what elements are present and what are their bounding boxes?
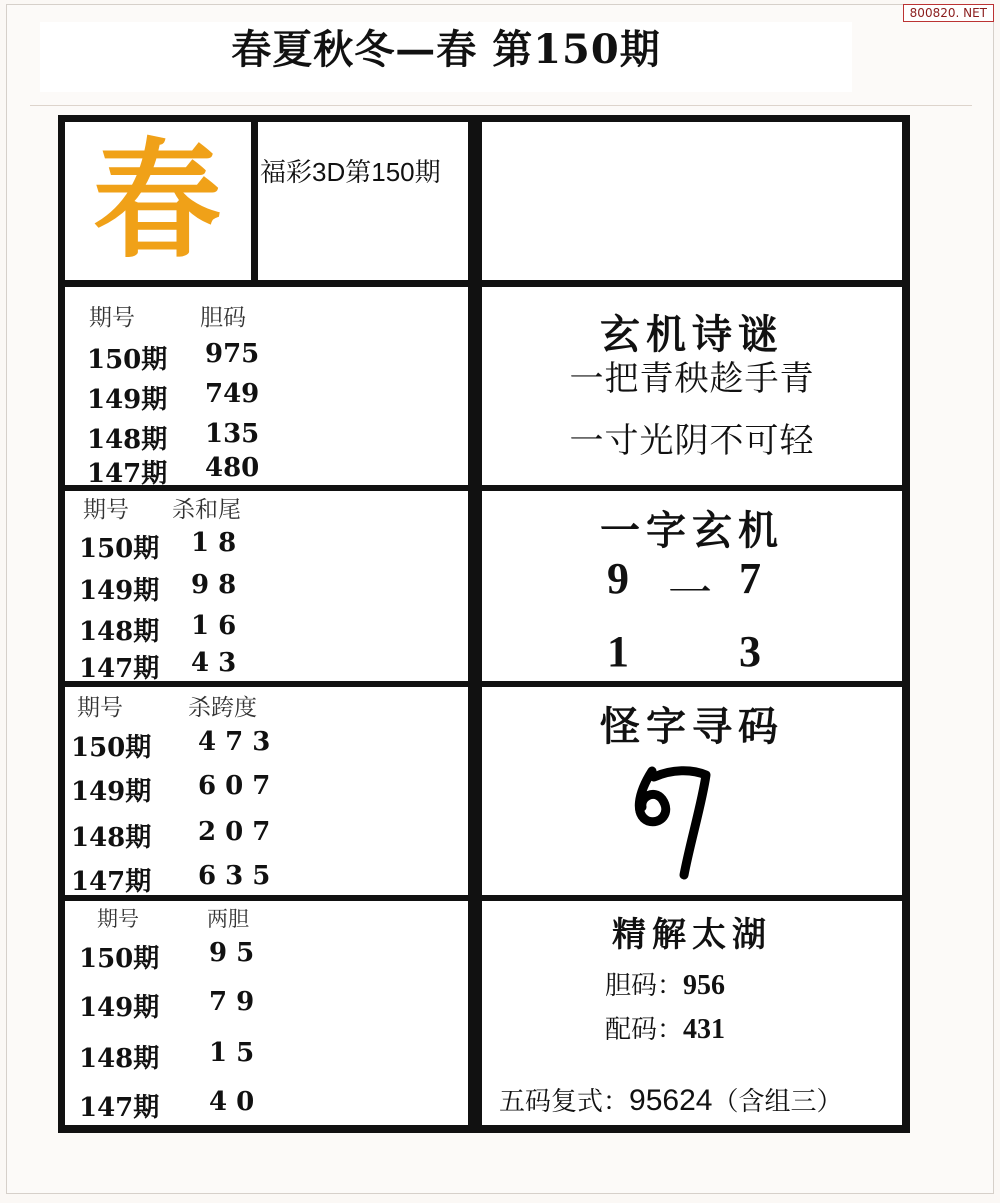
taihu-five-note: （含组三） bbox=[712, 1087, 843, 1117]
strange-char-panel bbox=[482, 687, 902, 895]
period-cell: 149期 bbox=[79, 993, 160, 1023]
taihu-dan-label: 胆码： bbox=[605, 971, 684, 1001]
riddle-poem-panel bbox=[482, 287, 902, 485]
taihu-five-line bbox=[499, 1081, 842, 1118]
period-cell: 148期 bbox=[87, 425, 168, 455]
riddle-line-2: 一寸光阴不可轻 bbox=[569, 421, 815, 461]
period-cell: 149期 bbox=[87, 385, 168, 415]
col-period-label: 期号 bbox=[97, 907, 139, 931]
hint-digit: 9 bbox=[607, 554, 629, 603]
period-cell: 149期 bbox=[79, 576, 160, 606]
title-divider bbox=[30, 105, 972, 106]
col-value-label: 胆码 bbox=[200, 305, 246, 331]
value-cell: 135 bbox=[205, 419, 260, 449]
one-char-title: 一字玄机 bbox=[600, 507, 784, 554]
page-title: 春夏秋冬—春 第150期 bbox=[40, 22, 852, 92]
period-cell: 149期 bbox=[71, 777, 152, 807]
value-cell: 4 0 bbox=[209, 1087, 255, 1117]
period-cell: 147期 bbox=[87, 459, 168, 489]
value-cell: 1 8 bbox=[191, 528, 237, 558]
spring-char-cell bbox=[65, 122, 251, 280]
hint-digit: 1 bbox=[607, 627, 629, 676]
prediction-board bbox=[58, 115, 910, 1133]
hint-digit: 3 bbox=[739, 627, 761, 676]
col-value-label: 两胆 bbox=[207, 907, 249, 931]
value-cell: 4 7 3 bbox=[198, 727, 271, 757]
value-cell: 749 bbox=[205, 379, 260, 409]
taihu-dan-value: 956 bbox=[683, 970, 726, 1001]
riddle-title: 玄机诗谜 bbox=[600, 311, 784, 358]
sha-kua-du-panel bbox=[65, 687, 468, 895]
one-char-hint-panel bbox=[482, 491, 902, 681]
col-period-label: 期号 bbox=[89, 305, 135, 331]
col-value-label: 杀和尾 bbox=[172, 497, 241, 523]
period-cell: 147期 bbox=[79, 654, 160, 684]
taihu-five-label: 五码复式： bbox=[499, 1087, 630, 1117]
taihu-panel bbox=[482, 901, 902, 1125]
lottery-label: 福彩3D第150期 bbox=[260, 157, 441, 187]
value-cell: 480 bbox=[205, 453, 260, 483]
taihu-five-value: 95624 bbox=[629, 1084, 713, 1117]
period-cell: 150期 bbox=[71, 733, 152, 763]
col-value-label: 杀跨度 bbox=[188, 695, 257, 721]
value-cell: 4 3 bbox=[191, 648, 237, 678]
value-cell: 7 9 bbox=[209, 987, 255, 1017]
riddle-line-1: 一把青秧趁手青 bbox=[569, 359, 815, 399]
handwritten-glyph-icon bbox=[632, 763, 722, 883]
value-cell: 2 0 7 bbox=[198, 817, 271, 847]
col-period-label: 期号 bbox=[83, 497, 129, 523]
col-period-label: 期号 bbox=[77, 695, 123, 721]
period-cell: 150期 bbox=[79, 944, 160, 974]
period-cell: 147期 bbox=[79, 1093, 160, 1123]
period-cell: 148期 bbox=[71, 823, 152, 853]
sha-he-wei-panel bbox=[65, 491, 468, 684]
period-cell: 150期 bbox=[79, 534, 160, 564]
period-cell: 147期 bbox=[71, 867, 152, 897]
value-cell: 975 bbox=[205, 339, 260, 369]
liang-dan-panel bbox=[65, 901, 468, 1125]
value-cell: 6 3 5 bbox=[198, 861, 271, 891]
value-cell: 9 8 bbox=[191, 570, 237, 600]
taihu-dan-line bbox=[605, 965, 725, 1002]
taihu-pei-label: 配码： bbox=[605, 1015, 684, 1045]
dan-ma-panel bbox=[65, 287, 468, 489]
hint-digit: 7 bbox=[739, 554, 761, 603]
hint-char: 一 bbox=[668, 568, 712, 619]
blank-cell bbox=[482, 122, 902, 280]
value-cell: 1 5 bbox=[209, 1038, 255, 1068]
lottery-label-cell bbox=[258, 122, 468, 280]
period-cell: 150期 bbox=[87, 345, 168, 375]
spring-char: 春 bbox=[93, 126, 222, 276]
period-cell: 148期 bbox=[79, 1044, 160, 1074]
value-cell: 9 5 bbox=[209, 938, 255, 968]
strange-char-title: 怪字寻码 bbox=[600, 703, 784, 750]
value-cell: 1 6 bbox=[191, 611, 237, 641]
site-watermark: 800820. NET bbox=[903, 4, 994, 22]
taihu-title: 精解太湖 bbox=[612, 915, 772, 955]
taihu-pei-line bbox=[605, 1009, 725, 1046]
value-cell: 6 0 7 bbox=[198, 771, 271, 801]
period-cell: 148期 bbox=[79, 617, 160, 647]
taihu-pei-value: 431 bbox=[683, 1014, 726, 1045]
